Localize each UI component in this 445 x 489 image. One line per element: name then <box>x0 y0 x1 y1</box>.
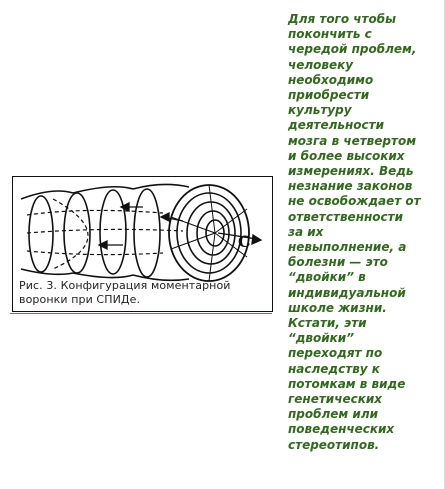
text-line: болезни — это <box>288 255 388 270</box>
text-line: культуру <box>288 103 352 118</box>
caption-line-1: Рис. 3. Конфигурация моментарной <box>19 279 231 292</box>
text-line: поведенческих <box>288 422 395 437</box>
text-line: не освобождает от <box>288 194 421 209</box>
funnel-label-c: C <box>238 232 251 251</box>
funnel-figure <box>12 176 273 312</box>
text-line: мозга в четвертом <box>288 133 417 148</box>
text-line: деятельности <box>288 118 385 133</box>
text-line: ответственности <box>288 209 403 224</box>
text-line: проблем или <box>288 407 379 422</box>
text-line: “двойки” <box>288 331 354 346</box>
text-line: приобрести <box>288 88 370 103</box>
text-line: генетических <box>288 392 382 407</box>
text-line: школе жизни. <box>288 300 387 315</box>
text-line: Кстати, эти <box>288 316 367 331</box>
figure-caption <box>19 279 271 307</box>
figure-divider <box>10 313 272 314</box>
text-line: невыполнение, а <box>288 240 407 255</box>
text-line: переходят по <box>288 346 383 361</box>
text-line: за их <box>288 224 324 239</box>
text-line: чередой проблем, <box>288 42 417 57</box>
text-line: потомкам в виде <box>288 376 406 391</box>
text-line: и более высоких <box>288 148 405 163</box>
text-line: индивидуальной <box>288 285 406 300</box>
caption-line-2: воронки при СПИДе. <box>19 293 141 306</box>
text-line: необходимо <box>288 72 374 87</box>
text-line: стереотипов. <box>288 437 380 452</box>
text-line: измерениях. Ведь <box>288 164 414 179</box>
text-line: незнание законов <box>288 179 413 194</box>
text-line: Для того чтобы <box>288 12 396 26</box>
text-line: “двойки” в <box>288 270 366 285</box>
text-line: покончить с <box>288 27 372 42</box>
text-line: наследству к <box>288 361 380 376</box>
text-line: человеку <box>288 57 354 72</box>
article-text <box>288 12 438 453</box>
